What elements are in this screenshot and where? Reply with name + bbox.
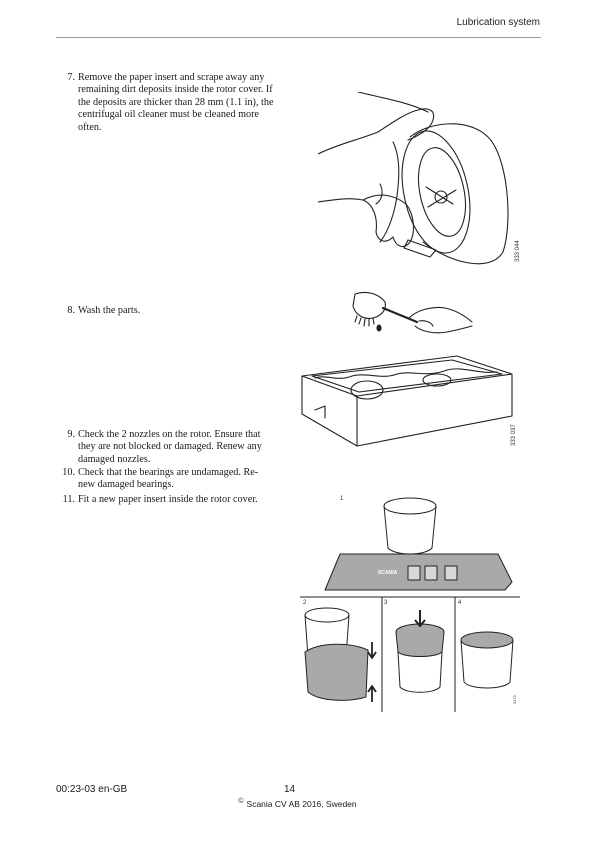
step-text: Check that the bearings are undamaged. Re- new damaged bearings.: [78, 467, 259, 491]
copyright-line: [0, 798, 595, 809]
step-number: 7.: [67, 72, 75, 83]
panel-label: 2: [303, 600, 307, 606]
step-number: 9.: [67, 429, 75, 440]
step-8: [60, 305, 275, 317]
step-text: Fit a new paper insert inside the rotor cover.: [78, 494, 258, 505]
page-number: 14: [284, 784, 296, 795]
panel-label: 3: [384, 600, 388, 606]
figure-code: 333 044: [515, 240, 521, 262]
step-10: [60, 467, 275, 492]
figure-fit-paper-insert: [300, 492, 522, 714]
copyright-text: Scania CV AB 2016, Sweden: [246, 799, 357, 809]
step-text: Check the 2 nozzles on the rotor. Ensure that they are not blocked or damaged. Renew any damaged nozzles.: [78, 429, 262, 465]
figure-scrape-rotor-cover: [318, 92, 528, 282]
panel-label: 4: [458, 600, 462, 606]
figure-code: 3172: [512, 695, 517, 704]
panel-label: 1: [340, 496, 344, 502]
step-number: 10.: [62, 467, 75, 478]
step-number: 8.: [67, 305, 75, 316]
step-text: Remove the paper insert and scrape away any remaining dirt deposits inside the rotor cover. If the deposits are thicker than 28 mm (1.1 in), the centrifugal oil cleaner must be cleaned more often.: [78, 72, 274, 133]
step-9: [60, 429, 275, 466]
figure-code: 333 037: [511, 424, 517, 446]
step-7: [60, 72, 275, 134]
brand-logo-text: SCANIA: [378, 570, 398, 576]
copyright-symbol: ©: [238, 798, 244, 805]
document-code: 00:23-03 en-GB: [56, 784, 128, 795]
step-number: 11.: [62, 494, 75, 505]
header-divider: [56, 37, 541, 38]
figure-wash-parts: [297, 286, 522, 466]
step-11: [60, 494, 275, 506]
header-title: Lubrication system: [456, 17, 540, 28]
step-text: Wash the parts.: [78, 305, 141, 316]
